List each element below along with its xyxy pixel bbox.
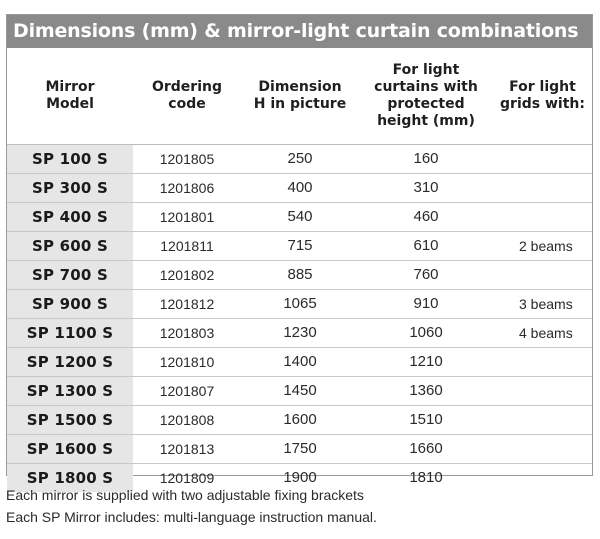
table-row xyxy=(7,173,592,202)
cell-ordering-code: 1201809 xyxy=(133,463,241,492)
cell-mirror-model: SP 400 S xyxy=(7,202,133,231)
cell-mirror-model: SP 600 S xyxy=(7,231,133,260)
cell-ordering-code: 1201803 xyxy=(133,318,241,347)
cell-ordering-code: 1201805 xyxy=(159,150,215,167)
table-row xyxy=(7,318,592,347)
cell-ordering-code: 1201801 xyxy=(133,202,241,231)
cell-mirror-model: SP 1300 S xyxy=(7,376,133,405)
cell-ordering-code: 1201811 xyxy=(133,231,241,260)
header-dimension-h: Dimension H in picture xyxy=(253,78,347,112)
cell-light-grids: 3 beams xyxy=(493,289,592,318)
cell-light-grids xyxy=(493,202,592,231)
cell-dimension-h: 540 xyxy=(241,202,359,231)
cell-mirror-model: SP 100 S xyxy=(7,144,133,173)
dimensions-table xyxy=(7,48,592,492)
table-body xyxy=(7,144,592,492)
cell-protected-height: 460 xyxy=(359,202,493,231)
table-row xyxy=(7,434,592,463)
table-row xyxy=(7,347,592,376)
dimensions-table-panel xyxy=(6,14,593,487)
cell-protected-height: 610 xyxy=(359,231,493,260)
cell-mirror-model: SP 1100 S xyxy=(7,318,133,347)
cell-light-grids xyxy=(493,463,592,492)
header-light-grids: For light grids with: xyxy=(500,78,585,112)
table-row xyxy=(7,405,592,434)
cell-light-grids: 4 beams xyxy=(493,318,592,347)
cell-dimension-h: 1065 xyxy=(241,289,359,318)
header-ordering-code: Ordering code xyxy=(151,78,222,112)
table-row xyxy=(7,289,592,318)
cell-mirror-model: SP 1600 S xyxy=(7,434,133,463)
cell-dimension-h: 400 xyxy=(241,173,359,202)
cell-light-grids xyxy=(493,144,592,173)
cell-ordering-code: 1201810 xyxy=(133,347,241,376)
cell-dimension-h: 1750 xyxy=(241,434,359,463)
cell-dimension-h: 1900 xyxy=(241,463,359,492)
cell-light-grids xyxy=(493,376,592,405)
table-title: Dimensions (mm) & mirror-light curtain combinations xyxy=(7,15,592,48)
cell-light-grids xyxy=(493,347,592,376)
table-row xyxy=(7,231,592,260)
cell-dimension-h: 1400 xyxy=(241,347,359,376)
cell-dimension-h: 250 xyxy=(287,150,313,167)
cell-mirror-model: SP 1500 S xyxy=(7,405,133,434)
cell-protected-height: 1360 xyxy=(359,376,493,405)
table-row xyxy=(7,260,592,289)
header-protected-height: For light curtains with protected height (mm) xyxy=(374,61,478,129)
footnote-manual: Each SP Mirror includes: multi-language instruction manual. xyxy=(6,509,377,525)
cell-mirror-model: SP 900 S xyxy=(7,289,133,318)
cell-protected-height: 160 xyxy=(413,150,439,167)
cell-light-grids: 2 beams xyxy=(493,231,592,260)
cell-dimension-h: 1600 xyxy=(241,405,359,434)
cell-ordering-code: 1201806 xyxy=(133,173,241,202)
cell-dimension-h: 715 xyxy=(241,231,359,260)
cell-protected-height: 1660 xyxy=(359,434,493,463)
cell-dimension-h: 1230 xyxy=(241,318,359,347)
cell-dimension-h: 885 xyxy=(241,260,359,289)
cell-light-grids xyxy=(493,173,592,202)
table-row xyxy=(7,144,592,173)
cell-protected-height: 1060 xyxy=(359,318,493,347)
cell-ordering-code: 1201807 xyxy=(133,376,241,405)
footnote-brackets: Each mirror is supplied with two adjustable fixing brackets xyxy=(6,487,364,503)
cell-protected-height: 910 xyxy=(359,289,493,318)
cell-dimension-h: 1450 xyxy=(241,376,359,405)
cell-light-grids xyxy=(493,260,592,289)
cell-mirror-model: SP 1200 S xyxy=(7,347,133,376)
cell-ordering-code: 1201813 xyxy=(133,434,241,463)
table-row xyxy=(7,376,592,405)
footnotes xyxy=(6,484,377,528)
cell-protected-height: 310 xyxy=(359,173,493,202)
cell-ordering-code: 1201808 xyxy=(133,405,241,434)
cell-mirror-model: SP 300 S xyxy=(7,173,133,202)
cell-mirror-model: SP 700 S xyxy=(7,260,133,289)
header-mirror-model: Mirror Model xyxy=(45,78,95,112)
cell-mirror-model: SP 1800 S xyxy=(7,463,133,492)
cell-protected-height: 760 xyxy=(359,260,493,289)
cell-ordering-code: 1201802 xyxy=(133,260,241,289)
cell-protected-height: 1810 xyxy=(359,463,493,492)
table-row xyxy=(7,202,592,231)
cell-protected-height: 1510 xyxy=(359,405,493,434)
cell-light-grids xyxy=(493,434,592,463)
table-header xyxy=(7,48,592,144)
cell-light-grids xyxy=(493,405,592,434)
cell-ordering-code: 1201812 xyxy=(133,289,241,318)
cell-protected-height: 1210 xyxy=(359,347,493,376)
